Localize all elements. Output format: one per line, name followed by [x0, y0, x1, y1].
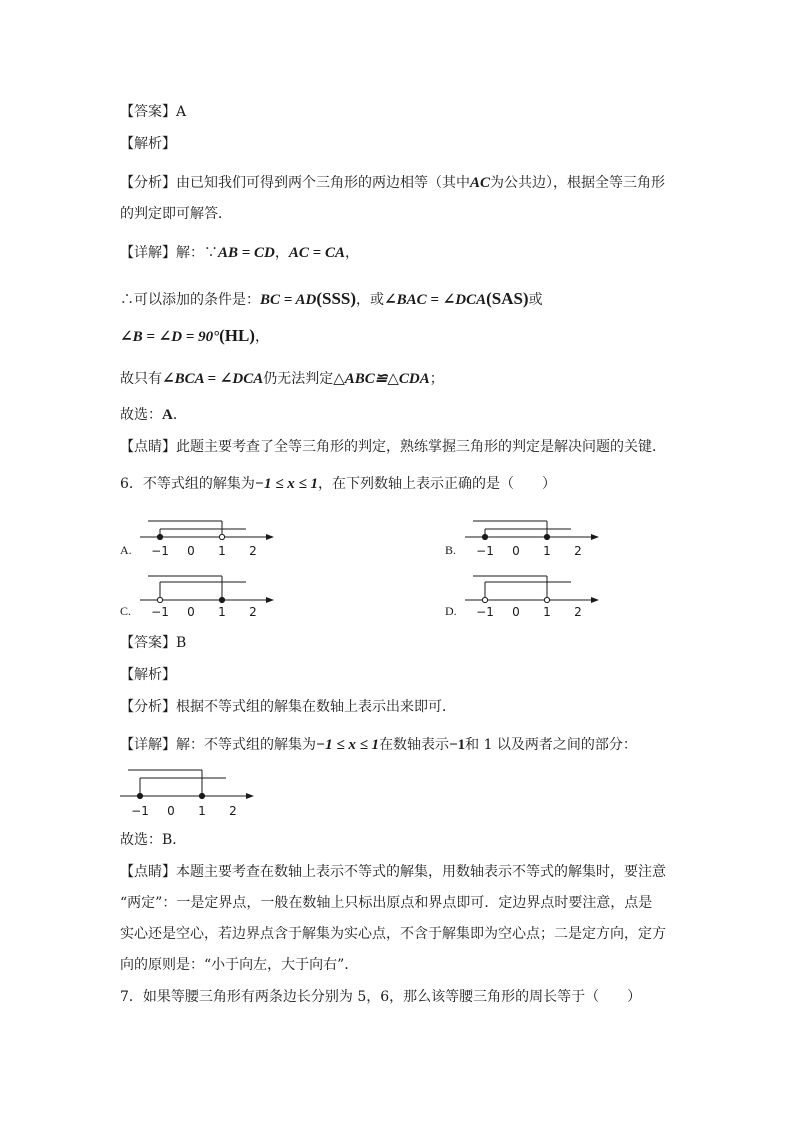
- or-text: ，或: [356, 292, 385, 308]
- answer-value: A: [176, 104, 187, 120]
- right-endpoint: [544, 597, 549, 602]
- q5-fenxi-line2: 的判定即可解答．: [120, 206, 232, 222]
- fenxi-text: 根据不等式组的解集在数轴上表示出来即可．: [176, 699, 456, 715]
- q6-prefix: 6．不等式组的解集为: [120, 476, 255, 492]
- tick-label: 2: [249, 605, 257, 619]
- option-c-number-line[interactable]: [140, 568, 280, 628]
- tick-label: 1: [543, 544, 551, 558]
- tag-hl: (HL): [219, 326, 255, 345]
- answer-label: 【答案】: [120, 104, 176, 120]
- fenxi-text-1: 由已知我们可得到两个三角形的两边相等（其中: [176, 175, 470, 191]
- condition-hl: ∠B = ∠D = 90°: [120, 329, 220, 345]
- left-endpoint: [482, 597, 487, 602]
- choose-text: 故选：: [120, 407, 162, 423]
- dianjing-text: 此题主要考查了全等三角形的判定，熟练掌握三角形的判定是解决问题的关键．: [176, 439, 666, 455]
- detail-neg-one: −1: [449, 737, 466, 753]
- equation-ac-ca: AC = CA: [288, 245, 345, 261]
- q6-inequality: −1 ≤ x ≤ 1: [254, 476, 318, 492]
- congruence: △ABC≌△CDA: [333, 371, 430, 387]
- tick-label: 2: [229, 804, 237, 818]
- equation-ab-cd: AB = CD: [218, 245, 275, 261]
- q6-stem: [120, 474, 556, 494]
- tick-label: 2: [574, 605, 582, 619]
- dianjing-text: 本题主要考查在数轴上表示不等式的解集，用数轴表示不等式的解集时，要注意: [176, 864, 666, 880]
- q6-answer: [120, 633, 186, 653]
- q5-detail-line3: [120, 326, 269, 347]
- left-endpoint: [137, 793, 142, 798]
- option-a-label[interactable]: A.: [120, 543, 132, 557]
- detail-text-1: 解：: [176, 245, 204, 261]
- only-text: 故只有: [120, 371, 162, 387]
- tag-sss: (SSS): [316, 289, 357, 308]
- because-symbol: ∵: [204, 245, 218, 261]
- tick-label: 0: [187, 544, 195, 558]
- q6-dianjing-line2: “两定”：一是定界点，一般在数轴上只标出原点和界点即可．定边界点时要注意，点是: [120, 895, 653, 911]
- condition-bca: ∠BCA = ∠DCA: [162, 371, 264, 387]
- tick-label: −1: [151, 605, 169, 619]
- q5-choose: [120, 405, 187, 425]
- tick-label: 1: [198, 804, 206, 818]
- option-a-number-line[interactable]: [140, 505, 280, 565]
- q5-detail-line2: [120, 289, 543, 310]
- right-endpoint: [219, 597, 224, 602]
- axis-arrow: [591, 534, 599, 540]
- q6-suffix: ，在下列数轴上表示正确的是（ ）: [317, 476, 556, 492]
- can-add-text: 可以添加的条件是：: [134, 292, 260, 308]
- q6-fenxi: [120, 697, 456, 717]
- tick-label: 1: [218, 544, 226, 558]
- right-endpoint: [544, 534, 549, 539]
- fenxi-label: 【分析】: [120, 699, 176, 715]
- answer-value: B: [176, 635, 187, 651]
- q5-detail-line1: [120, 243, 359, 263]
- tick-label: −1: [131, 804, 149, 818]
- tick-label: 0: [187, 605, 195, 619]
- left-endpoint: [482, 534, 487, 539]
- q6-detail: [120, 735, 637, 755]
- fenxi-label: 【分析】: [120, 175, 176, 191]
- fenxi-var: AC: [470, 175, 491, 191]
- tick-label: 0: [167, 804, 175, 818]
- axis-arrow: [266, 597, 274, 603]
- tick-label: 0: [512, 605, 520, 619]
- tick-label: 1: [218, 605, 226, 619]
- answer-label: 【答案】: [120, 635, 176, 651]
- detail-text-2: 在数轴表示: [379, 737, 450, 753]
- tick-label: −1: [151, 544, 169, 558]
- fenxi-text-2: 为公共边），根据全等三角形: [490, 175, 666, 191]
- q6-jiexi: 【解析】: [120, 667, 176, 683]
- dianjing-label: 【点睛】: [120, 439, 176, 455]
- q5-dianjing: [120, 437, 666, 457]
- tick-label: −1: [476, 605, 494, 619]
- semicolon: ；: [429, 371, 444, 387]
- detail-inequality: −1 ≤ x ≤ 1: [316, 737, 380, 753]
- left-endpoint: [157, 534, 162, 539]
- comma: ，: [254, 329, 269, 345]
- tick-label: 1: [543, 605, 551, 619]
- detail-label: 【详解】: [120, 245, 176, 261]
- q6-dianjing-line3: 实心还是空心，若边界点含于解集为实心点，不含于解集即为空心点；二是定方向，定方: [120, 926, 666, 942]
- q6-choose: 故选：B．: [120, 832, 187, 848]
- choose-value: A: [162, 407, 173, 423]
- axis-arrow: [246, 793, 254, 799]
- detail-number-line: [120, 762, 260, 822]
- tick-label: 2: [249, 544, 257, 558]
- tick-label: 0: [512, 544, 520, 558]
- q5-answer: [120, 102, 186, 122]
- option-b-number-line[interactable]: [465, 505, 605, 565]
- choose-end: ．: [172, 407, 187, 423]
- option-c-label[interactable]: C.: [120, 604, 132, 618]
- therefore-symbol: ∴: [120, 292, 134, 308]
- or-text: 或: [528, 292, 543, 308]
- option-b-label[interactable]: B.: [445, 543, 457, 557]
- tick-label: 2: [574, 544, 582, 558]
- tag-sas: (SAS): [486, 289, 529, 308]
- condition-sas: ∠BAC = ∠DCA: [384, 292, 487, 308]
- detail-text-1: 解：不等式组的解集为: [176, 737, 316, 753]
- q6-dianjing-line4: 向的原则是：“小于向左，大于向右”．: [120, 957, 359, 973]
- q5-detail-line4: [120, 369, 444, 389]
- left-endpoint: [157, 597, 162, 602]
- comma: ，: [344, 245, 359, 261]
- detail-text-3: 和 1 以及两者之间的部分：: [465, 737, 637, 753]
- axis-arrow: [266, 534, 274, 540]
- q6-dianjing-line1: [120, 862, 666, 882]
- detail-label: 【详解】: [120, 737, 176, 753]
- option-d-label[interactable]: D.: [445, 604, 457, 618]
- q5-jiexi: 【解析】: [120, 136, 176, 152]
- tick-label: −1: [476, 544, 494, 558]
- option-d-number-line[interactable]: [465, 568, 605, 628]
- condition-sss: BC = AD: [260, 292, 317, 308]
- axis-arrow: [591, 597, 599, 603]
- q5-fenxi: [120, 173, 665, 193]
- dianjing-label: 【点睛】: [120, 864, 176, 880]
- right-endpoint: [199, 793, 204, 798]
- q7-stem: 7．如果等腰三角形有两条边长分别为 5，6，那么该等腰三角形的周长等于（ ）: [120, 989, 642, 1005]
- comma: ，: [274, 245, 289, 261]
- right-endpoint: [219, 534, 224, 539]
- cannot-text: 仍无法判定: [263, 371, 334, 387]
